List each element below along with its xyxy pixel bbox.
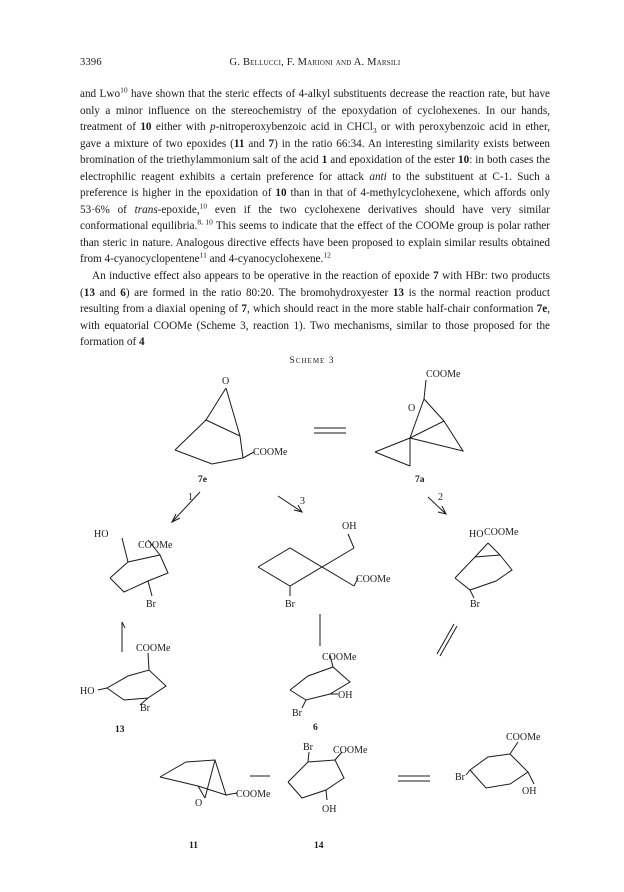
svg-text:OH: OH — [338, 690, 353, 701]
svg-text:COOMe: COOMe — [136, 643, 171, 654]
structure-14-conformer — [455, 732, 541, 797]
svg-text:HO: HO — [94, 529, 109, 540]
svg-text:Br: Br — [303, 742, 313, 753]
paragraph: An inductive effect also appears to be operative in the reaction of epoxide 7 with HBr: two products (13 and 6) are formed in the ratio 80:20. The bromohydroxyester 13 is the normal reaction product resulting from a diaxial opening of 7, which should react in the more stable half-chair conformation 7e, with equatorial COOMe (Scheme 3, reaction 1). Two mechanisms, similar to those proposed for the formation of 4 — [80, 270, 551, 349]
reaction-arrow-1 — [172, 492, 200, 522]
equilibrium-arrow-top — [314, 428, 346, 433]
structure-bromohydrin-right — [455, 527, 519, 610]
svg-text:Br: Br — [292, 708, 302, 719]
epoxide-oxygen-label: O — [408, 403, 416, 414]
reaction-arrow-3 — [278, 496, 305, 512]
svg-text:1: 1 — [188, 492, 193, 503]
epoxide-oxygen-label: O — [222, 376, 230, 387]
coome-label: COOMe — [426, 369, 461, 380]
structure-7a — [375, 369, 463, 485]
svg-text:OH: OH — [522, 786, 537, 797]
svg-text:COOMe: COOMe — [356, 574, 391, 585]
structure-bromohydrin-center — [258, 521, 391, 610]
structure-13 — [80, 643, 171, 735]
svg-text:COOMe: COOMe — [138, 540, 173, 551]
svg-text:3: 3 — [300, 496, 305, 507]
page-number: 3396 — [80, 57, 102, 68]
svg-text:COOMe: COOMe — [333, 745, 368, 756]
paragraph: and Lwo$^{10}$ have shown that the steric effects of 4-alkyl substituents decrease the reaction rate, but have only a minor influence on the stereochemistry of the epoxydation of cyclohexenes. In our hands, treatment of 10 either with p-nitroperoxybenzoic acid in CHCl$_3$ or with peroxybenzoic acid in ether, gave a mixture of two epoxides (11 and 7) in the ratio 66:34. An interesting similarity exists between bromination of the triethylammonium salt of the acid 1 and epoxidation of the ester 10: in both cases the electrophilic reagent exhibits a certain preference for attack anti to the substituent at C-1. Such a preference is higher in the epoxidation of 10 than in that of 4-methylcyclohexene, which affords only 53·6% of trans-epoxide,$^{10}$ even if the two cyclohexene derivatives should have very similar conformational equilibria.$^{8, 10}$ This seems to indicate that the effect of the COOMe group is polar rather than steric in nature. Analogous directive effects have been proposed to explain similar results obtained from 4-cyanocyclopentene$^{11}$ and 4-cyanocyclohexene.$^{12}$ — [80, 85, 551, 266]
structure-14 — [288, 742, 368, 851]
structure-7e — [175, 376, 288, 485]
svg-text:O: O — [195, 798, 203, 809]
svg-text:COOMe: COOMe — [484, 527, 519, 538]
svg-text:HO: HO — [80, 686, 95, 697]
structure-bromohydrin-left — [94, 529, 173, 610]
coome-label: COOMe — [253, 447, 288, 458]
compound-label-6: 6 — [313, 723, 318, 733]
compound-label-11: 11 — [189, 841, 198, 851]
svg-text:COOMe: COOMe — [506, 732, 541, 743]
svg-text:Br: Br — [140, 703, 150, 714]
svg-text:COOMe: COOMe — [236, 789, 271, 800]
svg-text:HO: HO — [469, 529, 484, 540]
arrow-left-down — [122, 622, 125, 652]
structure-11 — [160, 760, 271, 851]
equilibrium-arrow-bottom — [398, 776, 430, 781]
scheme-title: Scheme 3 — [289, 356, 335, 366]
svg-text:2: 2 — [438, 492, 443, 503]
svg-text:Br: Br — [470, 599, 480, 610]
svg-text:OH: OH — [342, 521, 357, 532]
compound-label-13: 13 — [115, 725, 125, 735]
arrow-right-down — [437, 624, 457, 656]
compound-label-14: 14 — [314, 841, 324, 851]
running-head: G. Bellucci, F. Marioni and A. Marsili — [229, 57, 401, 68]
svg-text:COOMe: COOMe — [322, 652, 357, 663]
compound-label-7e: 7e — [198, 475, 207, 485]
structure-6 — [290, 652, 357, 733]
svg-text:Br: Br — [146, 599, 156, 610]
svg-text:Br: Br — [285, 599, 295, 610]
svg-text:OH: OH — [322, 804, 337, 815]
svg-text:Br: Br — [455, 772, 465, 783]
compound-label-7a: 7a — [415, 475, 425, 485]
reaction-arrow-2 — [428, 492, 446, 514]
